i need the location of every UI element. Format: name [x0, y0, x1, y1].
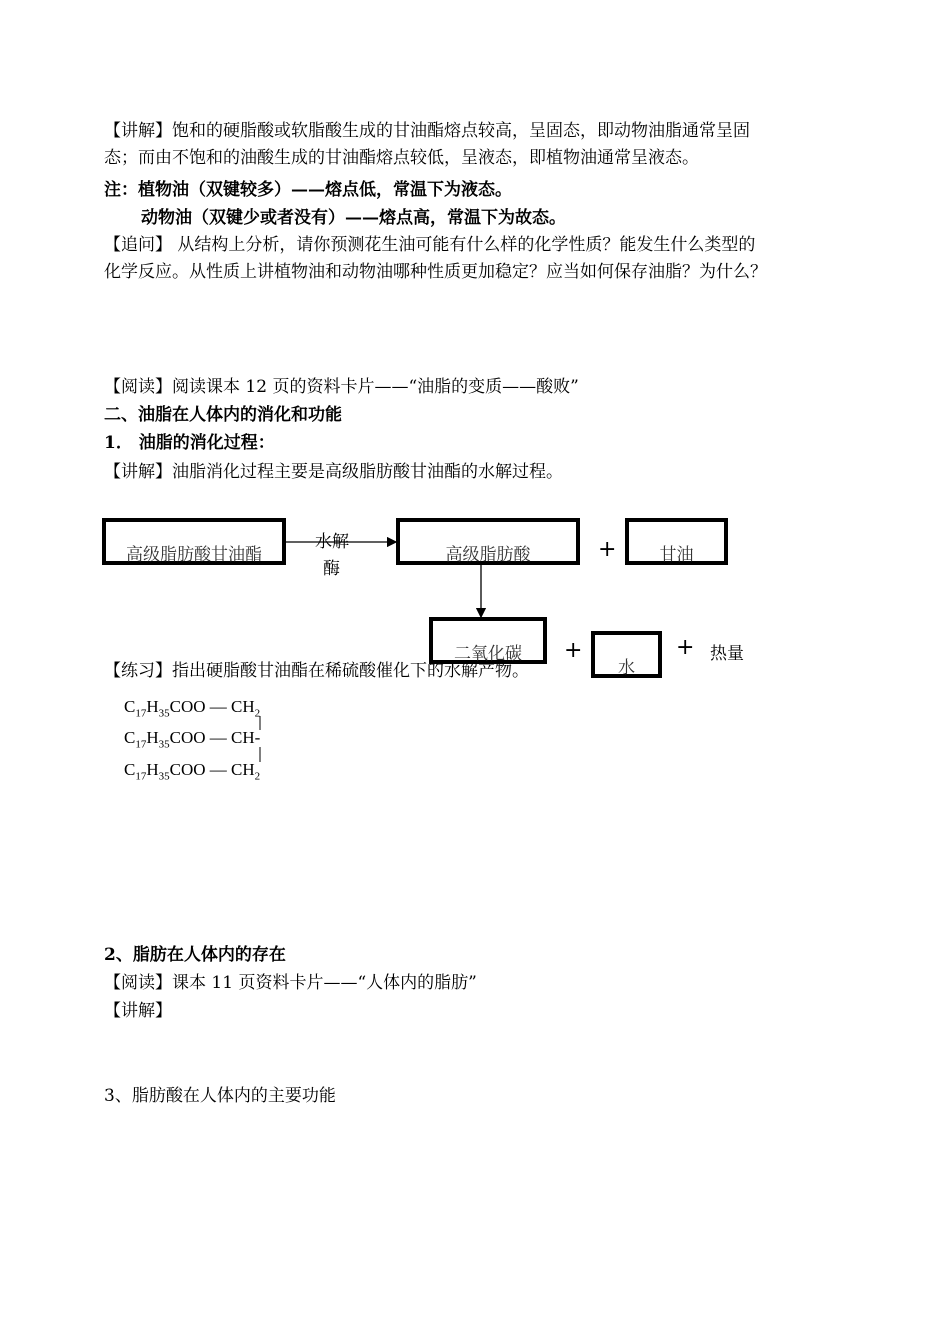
formula-row-3: $C_{17}H_{35}COO$ — $CH_2$ [124, 760, 261, 783]
plus-sign-1: + [598, 537, 617, 562]
formula-row-1: $C_{17}H_{35}COO$ — $CH_2$ [124, 697, 261, 720]
section-2-title: 二、油脂在人体内的消化和功能 [104, 405, 342, 425]
explanation-3: 【讲解】 [104, 1001, 172, 1021]
note-line-2: 动物油（双键少或者没有）——熔点高，常温下为故态。 [141, 208, 566, 228]
arrow-label-hydrolysis: 水解 [315, 532, 349, 552]
exercise-prompt: 【练习】指出硬脂酸甘油酯在稀硫酸催化下的水解产物。 [104, 661, 529, 681]
box-glycerol: 甘油 [625, 518, 728, 565]
reading-1: 【阅读】阅读课本 12 页的资料卡片——“油脂的变质——酸败” [104, 377, 579, 397]
followup-line-1: 【追问】 从结构上分析，请你预测花生油可能有什么样的化学性质？能发生什么类型的 [104, 235, 756, 255]
plus-sign-2: + [564, 638, 583, 663]
box-water: 水 [591, 631, 662, 678]
explanation-digestion: 【讲解】油脂消化过程主要是高级脂肪酸甘油酯的水解过程。 [104, 462, 563, 482]
explanation-line-1: 【讲解】饱和的硬脂酸或软脂酸生成的甘油酯熔点较高，呈固态，即动物油脂通常呈固 [104, 121, 750, 141]
subsection-1-title: 1． 油脂的消化过程： [104, 433, 275, 453]
explanation-line-2: 态；而由不饱和的油酸生成的甘油酯熔点较低，呈液态，即植物油通常呈液态。 [104, 148, 699, 168]
box-carbon-dioxide: 二氧化碳 [429, 617, 547, 664]
formula-bonds [0, 0, 400, 800]
label-heat: 热量 [710, 644, 744, 664]
box-glyceride: 高级脂肪酸甘油酯 [102, 518, 286, 565]
arrow-label-enzyme: 酶 [323, 559, 340, 579]
box-fatty-acid: 高级脂肪酸 [396, 518, 580, 565]
followup-line-2: 化学反应。从性质上讲植物油和动物油哪种性质更加稳定？应当如何保存油脂？为什么？ [104, 262, 767, 282]
subsection-3-title: 3、脂肪酸在人体内的主要功能 [104, 1086, 336, 1106]
plus-sign-3: + [676, 635, 695, 660]
formula-row-2: $C_{17}H_{35}COO$ — CH- [124, 728, 261, 751]
reading-2: 【阅读】课本 11 页资料卡片——“人体内的脂肪” [104, 973, 477, 993]
subsection-2-title: 2、脂肪在人体内的存在 [104, 945, 286, 965]
note-line-1: 注：植物油（双键较多）——熔点低，常温下为液态。 [104, 180, 512, 200]
